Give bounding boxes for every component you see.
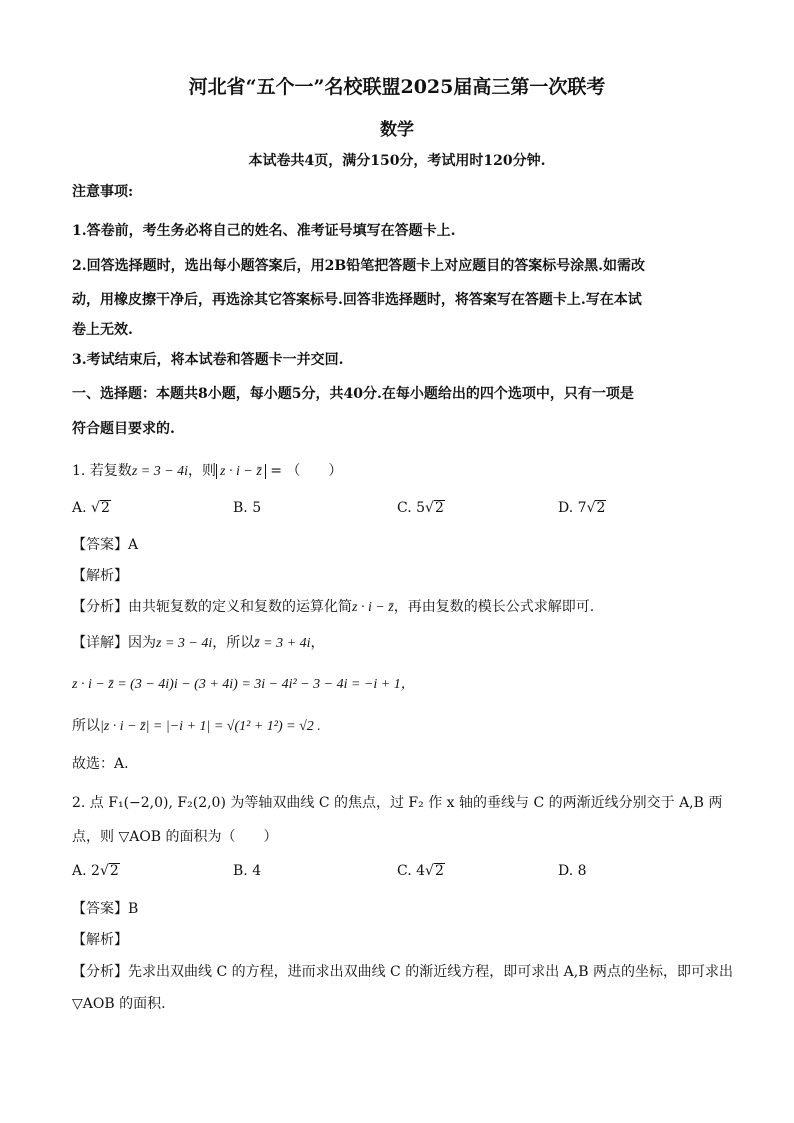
fenxi-text: 先求出双曲线 C 的方程，进而求出双曲线 C 的渐近线方程，即可求出 A,B 两点的坐标，即可求出 [128, 964, 733, 980]
q1-analysis-tag: 【解析】 [72, 568, 128, 584]
q1-option-b: B. 5 [233, 500, 262, 516]
q1-option-c-coef: 5 [416, 500, 426, 516]
fenxi-tag: 【分析】 [72, 964, 128, 980]
answer-tag: 【答案】 [72, 537, 128, 553]
q2-fenxi-line-1 [72, 962, 733, 982]
q2-fenxi-line-2: ▽AOB 的面积. [72, 996, 166, 1012]
page-title: 河北省“五个一”名校联盟2025届高三第一次联考 [188, 76, 606, 98]
modulus-expr: |z · i − z̄| = |−i + 1| = √(1² + 1²) = √2 . [100, 719, 321, 734]
xiangjie-mid: ，所以 [212, 635, 255, 651]
q2-option-c-coef: 4 [416, 863, 426, 879]
notes-item-2-line-1: 2.回答选择题时，选出每小题答案后，用2B铅笔把答题卡上对应题目的答案标号涂黑.如需改 [72, 258, 646, 274]
sqrt-icon: √ [91, 500, 100, 516]
q1-xiangjie [72, 633, 324, 654]
q1-option-d-value: 2 [596, 500, 606, 516]
fenxi-text-pre: 由共轭复数的定义和复数的运算化简 [128, 599, 352, 615]
q2-option-b: B. 4 [233, 863, 262, 879]
notes-item-3: 3.考试结束后，将本试卷和答题卡一并交回. [72, 352, 344, 368]
q1-calc-line: z · i − z̄ = (3 − 4i)i − (3 + 4i) = 3i − 4i² − 3 − 4i = −i + 1， [72, 677, 415, 692]
xiangjie-tag: 【详解】 [72, 635, 128, 651]
sqrt-icon: √ [586, 500, 596, 516]
q2-stem-line-1: 2. 点 F₁(−2,0), F₂(2,0) 为等轴双曲线 C 的焦点，过 F₂ 作 x 轴的垂线与 C 的两渐近线分别交于 A,B 两 [72, 795, 723, 811]
q1-fenxi [72, 597, 594, 618]
q2-analysis-tag: 【解析】 [72, 932, 128, 948]
sqrt-icon: √ [425, 500, 434, 516]
section-1-line-1: 一、选择题：本题共8小题，每小题5分，共40分.在每小题给出的四个选项中，只有一项是 [72, 386, 634, 402]
answer-value: A [128, 537, 139, 553]
xiangjie-z: z = 3 − 4i [156, 636, 213, 651]
q2-option-d: D. 8 [558, 863, 587, 879]
q1-stem-suffix: = （ ） [265, 463, 343, 479]
modulus-pre: 所以 [72, 718, 100, 734]
fenxi-tag: 【分析】 [72, 599, 128, 615]
notes-item-2-line-2: 动，用橡皮擦干净后，再选涂其它答案标号.回答非选择题时，将答案写在答题卡上.写在本试 [72, 292, 642, 308]
q1-option-c-value: 2 [434, 500, 444, 516]
xiangjie-end: ， [310, 635, 325, 651]
q1-option-a-label: A. [72, 500, 87, 516]
q1-option-d-coef: 7 [577, 500, 587, 516]
section-1-line-2: 符合题目要求的. [72, 421, 175, 437]
q1-stem-expr: z · i − z̄ [216, 464, 266, 479]
sqrt-icon: √ [425, 863, 434, 879]
q1-option-d [558, 500, 606, 516]
q1-stem-prefix: 1. 若复数 [72, 463, 132, 479]
answer-value: B [128, 901, 139, 917]
q1-option-a [72, 500, 111, 516]
q2-answer [72, 899, 138, 919]
q1-stem [72, 461, 342, 482]
notes-item-2-line-3: 卷上无效. [72, 322, 133, 338]
q1-modulus-line [72, 716, 321, 737]
xiangjie-pre: 因为 [128, 635, 156, 651]
q1-stem-mid: ，则 [188, 463, 217, 479]
notes-item-1: 1.答卷前，考生务必将自己的姓名、准考证号填写在答题卡上. [72, 223, 456, 239]
xiangjie-zbar: z̄ = 3 + 4i [254, 636, 311, 651]
q1-option-c-label: C. [397, 500, 412, 516]
q2-stem-line-2: 点，则 ▽AOB 的面积为（ ） [72, 829, 278, 845]
q2-option-a-value: 2 [109, 863, 119, 879]
q2-option-a-coef: 2 [91, 863, 100, 879]
q1-answer [72, 535, 138, 555]
q2-option-c-label: C. [397, 863, 412, 879]
fenxi-text-post: ，再由复数的模长公式求解即可. [393, 599, 595, 615]
q2-option-c-value: 2 [434, 863, 444, 879]
q1-option-a-value: 2 [100, 500, 110, 516]
sqrt-icon: √ [99, 863, 109, 879]
fenxi-expr: z · i − z̄ [352, 600, 394, 615]
q2-option-c [397, 863, 445, 879]
answer-tag: 【答案】 [72, 901, 128, 917]
exam-meta: 本试卷共4页，满分150分，考试用时120分钟. [248, 153, 546, 169]
q1-option-c [397, 500, 445, 516]
q1-stem-z: z = 3 − 4i [131, 464, 189, 479]
q2-option-a-label: A. [72, 863, 87, 879]
q2-option-a [72, 863, 120, 879]
q1-option-d-label: D. [558, 500, 574, 516]
subject-heading: 数学 [380, 120, 414, 140]
notes-heading: 注意事项: [72, 184, 134, 200]
q1-conclusion: 故选：A. [72, 756, 129, 772]
